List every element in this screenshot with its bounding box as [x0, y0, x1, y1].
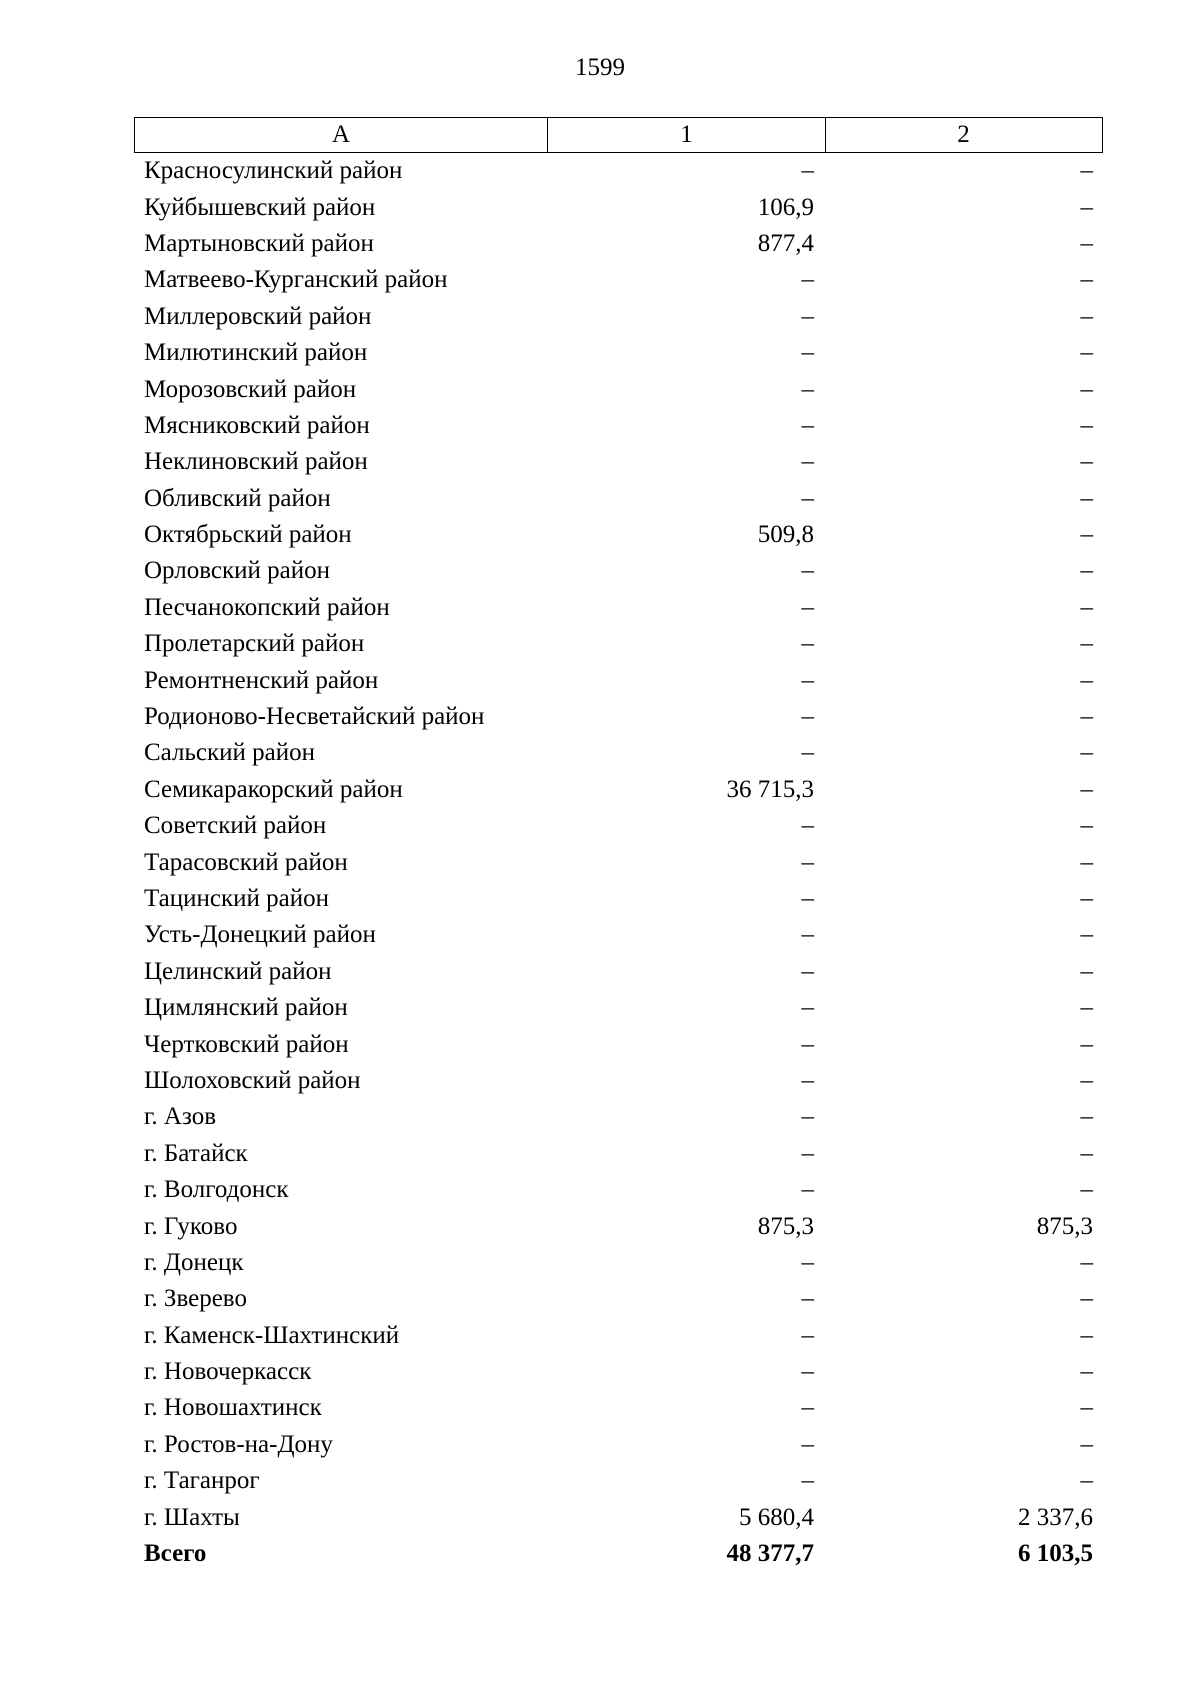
table-row	[134, 1463, 1103, 1499]
row-value-2: –	[1080, 775, 1093, 803]
row-value-1: –	[801, 666, 814, 694]
row-value-2: –	[1080, 229, 1093, 257]
row-value-1: –	[801, 157, 814, 185]
row-name: Матвеево-Курганский район	[144, 266, 448, 294]
row-value-1: –	[801, 994, 814, 1022]
row-name: г. Каменск-Шахтинский	[144, 1321, 400, 1349]
total-row	[134, 1536, 1103, 1572]
row-value-2: –	[1080, 375, 1093, 403]
row-name: г. Донецк	[144, 1248, 244, 1276]
row-value-1: –	[801, 1394, 814, 1422]
row-name: Красносулинский район	[144, 157, 403, 185]
row-value-2: –	[1080, 1321, 1093, 1349]
row-value-2: –	[1080, 266, 1093, 294]
row-name: г. Батайск	[144, 1139, 248, 1167]
table-row	[134, 1136, 1103, 1172]
row-value-2: –	[1080, 812, 1093, 840]
table-row	[134, 735, 1103, 771]
row-name: Песчанокопский район	[144, 593, 390, 621]
table-row	[134, 699, 1103, 735]
row-value-2: –	[1080, 703, 1093, 731]
table-row	[134, 772, 1103, 808]
row-name: Мартыновский район	[144, 229, 374, 257]
table-row	[134, 917, 1103, 953]
row-value-1: –	[801, 885, 814, 912]
row-value-1: –	[801, 1430, 814, 1458]
row-value-1: –	[801, 739, 814, 767]
row-name: г. Азов	[144, 1103, 217, 1131]
row-name: г. Гуково	[144, 1212, 238, 1240]
row-name: Сальский район	[144, 739, 315, 767]
row-value-2: –	[1080, 1066, 1093, 1094]
row-value-2: –	[1080, 1176, 1093, 1204]
table-row	[134, 481, 1103, 517]
row-name: Ремонтненский район	[144, 666, 379, 694]
row-value-2: –	[1080, 921, 1093, 949]
row-name: г. Волгодонск	[144, 1176, 289, 1204]
row-name: Морозовский район	[144, 375, 357, 403]
row-value-1: –	[801, 1467, 814, 1495]
row-name: Обливский район	[144, 484, 331, 512]
row-value-1: 5 680,4	[739, 1503, 814, 1531]
row-value-1: –	[801, 1248, 814, 1276]
table-row	[134, 1354, 1103, 1390]
table-row	[134, 226, 1103, 262]
table-row	[134, 662, 1103, 698]
row-value-1: –	[801, 302, 814, 330]
row-name: Тарасовский район	[144, 848, 348, 876]
row-value-2: –	[1080, 1248, 1093, 1276]
row-value-1: –	[801, 339, 814, 367]
row-value-1: –	[801, 375, 814, 403]
table-row	[134, 153, 1103, 189]
table-row	[134, 517, 1103, 553]
row-name: Октябрьский район	[144, 521, 352, 549]
row-value-1: –	[801, 557, 814, 585]
row-value-1: –	[801, 1030, 814, 1058]
table-row	[134, 335, 1103, 371]
row-name: Чертковский район	[144, 1030, 349, 1058]
row-name: г. Зверево	[144, 1285, 247, 1313]
row-name: Семикаракорский район	[144, 775, 403, 803]
row-name: Шолоховский район	[144, 1066, 361, 1094]
table-row	[134, 1063, 1103, 1099]
row-value-2: –	[1080, 848, 1093, 876]
row-value-2: –	[1080, 1467, 1093, 1495]
table-row	[134, 1172, 1103, 1208]
row-value-2: –	[1080, 302, 1093, 330]
table-row	[134, 1499, 1103, 1535]
table-row	[134, 553, 1103, 589]
row-value-1: –	[801, 266, 814, 294]
row-value-1: –	[801, 593, 814, 621]
table-row	[134, 408, 1103, 444]
row-value-2: –	[1080, 157, 1093, 185]
row-value-1: –	[801, 411, 814, 439]
table-row	[134, 590, 1103, 626]
row-value-1: 875,3	[757, 1212, 814, 1240]
total-value-2: 6 103,5	[1018, 1540, 1093, 1568]
total-label: Всего	[144, 1540, 207, 1568]
row-name: Целинский район	[144, 957, 332, 985]
row-value-2: –	[1080, 1430, 1093, 1458]
table-row	[134, 1318, 1103, 1354]
row-name: Советский район	[144, 812, 327, 840]
row-name: Милютинский район	[144, 339, 368, 367]
row-value-2: –	[1080, 411, 1093, 439]
row-name: г. Новошахтинск	[144, 1394, 322, 1422]
table-row	[134, 954, 1103, 990]
row-name: Пролетарский район	[144, 630, 365, 658]
row-name: г. Новочеркасск	[144, 1358, 312, 1386]
row-value-2: –	[1080, 448, 1093, 476]
row-value-2: –	[1080, 666, 1093, 694]
total-value-1: 48 377,7	[726, 1540, 814, 1568]
row-value-2: –	[1080, 557, 1093, 585]
row-value-1: –	[801, 812, 814, 840]
table-row	[134, 1208, 1103, 1244]
row-value-1: –	[801, 484, 814, 512]
table-row	[134, 881, 1103, 917]
row-name: Тацинский район	[144, 885, 329, 912]
row-value-2: –	[1080, 1394, 1093, 1422]
row-value-2: –	[1080, 593, 1093, 621]
table-row	[134, 626, 1103, 662]
table-row	[134, 844, 1103, 880]
table-row	[134, 444, 1103, 480]
row-value-2: –	[1080, 521, 1093, 549]
table-row	[134, 1245, 1103, 1281]
row-value-1: –	[801, 921, 814, 949]
row-value-2: –	[1080, 630, 1093, 658]
row-name: г. Таганрог	[144, 1467, 260, 1495]
table-row	[134, 262, 1103, 298]
row-value-1: –	[801, 703, 814, 731]
row-name: г. Шахты	[144, 1503, 240, 1531]
row-value-1: 36 715,3	[726, 775, 814, 803]
row-value-1: 106,9	[757, 193, 814, 221]
table-row	[134, 1390, 1103, 1426]
row-value-2: –	[1080, 339, 1093, 367]
table-row	[134, 371, 1103, 407]
table-row	[134, 1026, 1103, 1062]
row-value-1: –	[801, 1103, 814, 1131]
table-row	[134, 1427, 1103, 1463]
row-value-2: –	[1080, 885, 1093, 912]
row-value-1: –	[801, 1358, 814, 1386]
row-value-1: –	[801, 957, 814, 985]
row-value-1: –	[801, 448, 814, 476]
row-name: Усть-Донецкий район	[144, 921, 376, 949]
row-value-2: –	[1080, 1139, 1093, 1167]
table-row	[134, 808, 1103, 844]
row-value-1: –	[801, 630, 814, 658]
row-value-2: –	[1080, 739, 1093, 767]
row-name: Куйбышевский район	[144, 193, 376, 221]
table-row	[134, 189, 1103, 225]
row-name: Неклиновский район	[144, 448, 368, 476]
row-name: Цимлянский район	[144, 994, 348, 1022]
row-value-2: 2 337,6	[1018, 1503, 1093, 1531]
row-value-1: –	[801, 1285, 814, 1313]
row-value-1: –	[801, 1321, 814, 1349]
table-row	[134, 1281, 1103, 1317]
row-name: Мясниковский район	[144, 411, 370, 439]
header-column-2: 2	[957, 121, 970, 148]
row-name: Родионово-Несветайский район	[144, 703, 485, 731]
row-name: Миллеровский район	[144, 302, 372, 330]
table-body	[134, 153, 1103, 1572]
table-row	[134, 1099, 1103, 1135]
row-value-2: –	[1080, 957, 1093, 985]
row-value-2: –	[1080, 1285, 1093, 1313]
row-value-1: 509,8	[757, 521, 814, 549]
row-value-2: –	[1080, 484, 1093, 512]
row-value-2: –	[1080, 1030, 1093, 1058]
header-column-1: 1	[548, 118, 826, 152]
row-value-1: –	[801, 848, 814, 876]
header-column-a: А	[135, 118, 548, 152]
row-value-2: –	[1080, 193, 1093, 221]
row-value-2: –	[1080, 1358, 1093, 1386]
row-value-1: –	[801, 1176, 814, 1204]
page-number: 1599	[575, 54, 625, 81]
row-name: г. Ростов-на-Дону	[144, 1430, 333, 1458]
table-header	[134, 117, 1103, 153]
row-value-1: –	[801, 1139, 814, 1167]
row-value-2: 875,3	[1036, 1212, 1093, 1240]
row-value-1: 877,4	[757, 229, 814, 257]
row-value-1: –	[801, 1066, 814, 1094]
row-value-2: –	[1080, 994, 1093, 1022]
row-name: Орловский район	[144, 557, 330, 585]
table-row	[134, 990, 1103, 1026]
row-value-2: –	[1080, 1103, 1093, 1131]
table-row	[134, 299, 1103, 335]
